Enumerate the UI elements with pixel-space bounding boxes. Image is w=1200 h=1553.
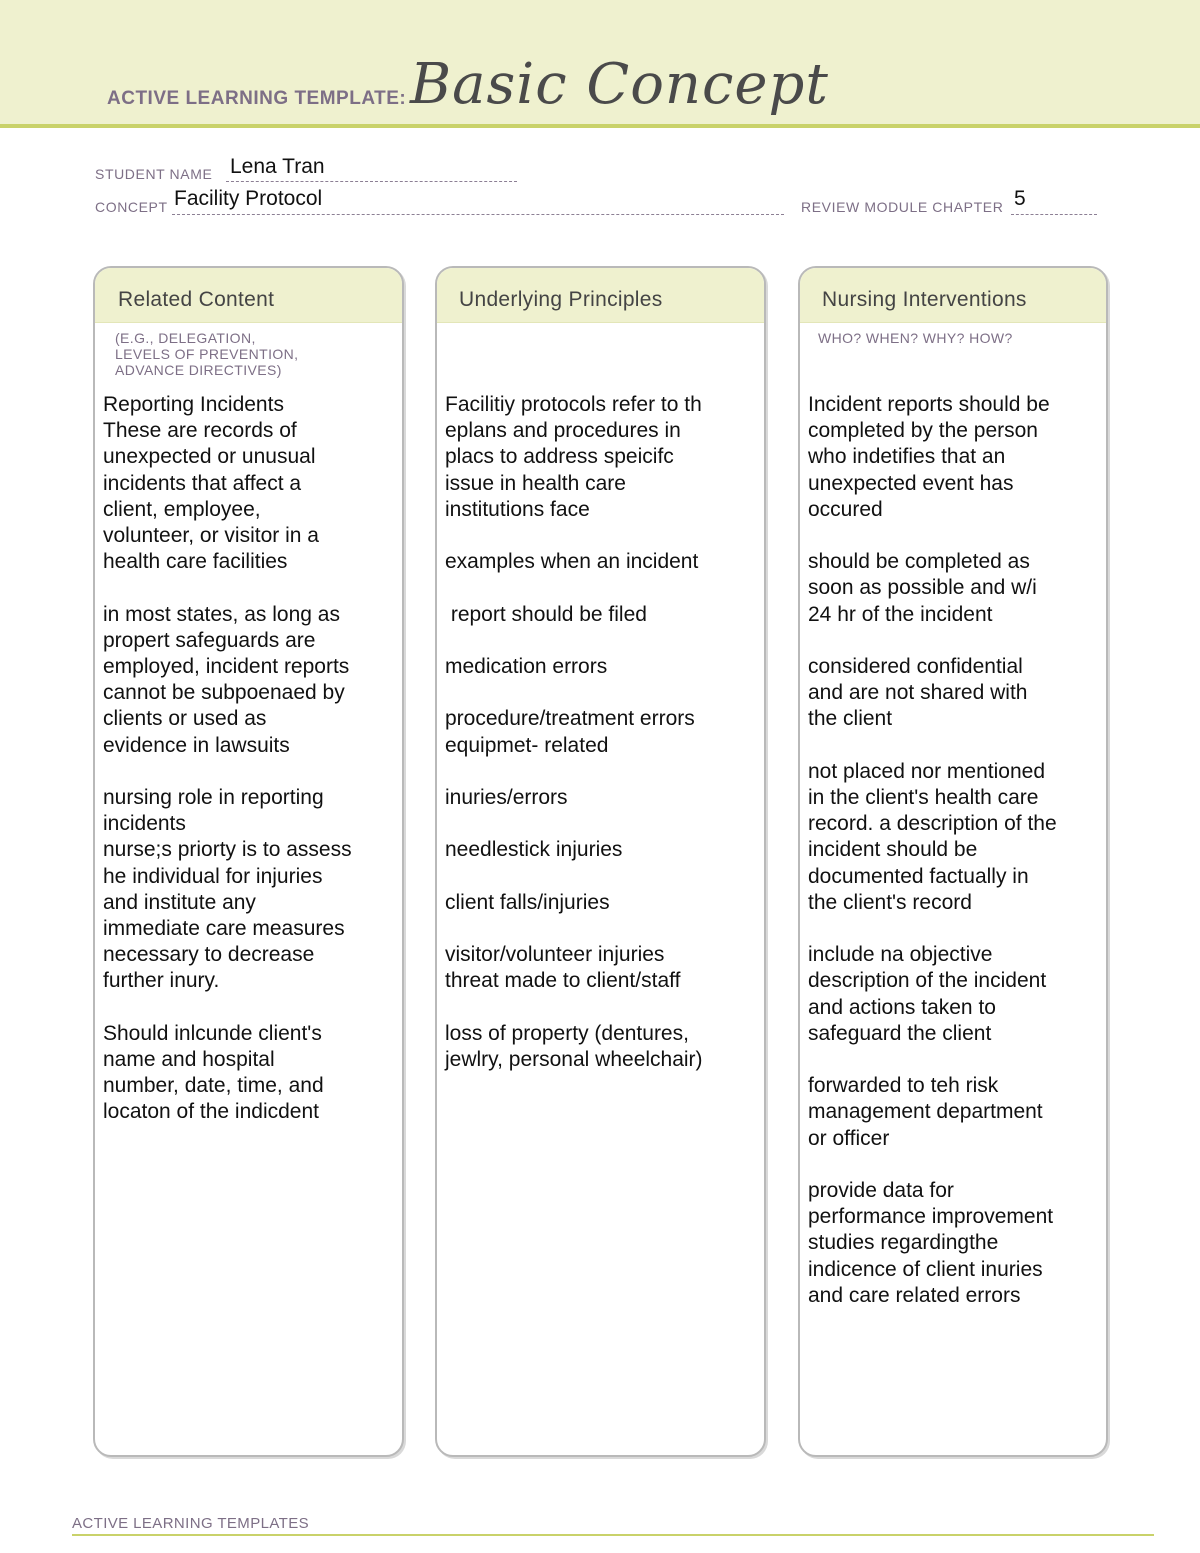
related-content-body[interactable] [103, 392, 399, 1152]
text-line: needlestick injuries [445, 838, 623, 862]
text-line: in most states, as long as [103, 602, 340, 626]
text-line: jewlry, personal wheelchair) [445, 1047, 703, 1071]
text-line: nursing role in reporting [103, 786, 324, 810]
text-line: 24 hr of the incident [808, 602, 993, 626]
text-line: Facilitiy protocols refer to th [445, 393, 702, 416]
text-line: the client's record [808, 890, 972, 914]
text-line: client, employee, [103, 497, 261, 521]
paragraph [445, 706, 761, 758]
text-line: procedure/treatment errors [445, 707, 695, 731]
paragraph [445, 942, 761, 994]
text-line: not placed nor mentioned [808, 759, 1045, 783]
template-title: Basic Concept [410, 52, 829, 117]
text-line: include na objective [808, 943, 993, 967]
subtitle-line: WHO? WHEN? WHY? HOW? [818, 330, 1013, 346]
text-line: and care related errors [808, 1283, 1021, 1307]
text-line: incidents that affect a [103, 471, 302, 495]
paragraph [445, 549, 761, 575]
text-line: indicence of client inuries [808, 1257, 1043, 1281]
underlying-principles-body[interactable] [445, 392, 761, 1099]
chapter-label: REVIEW MODULE CHAPTER [801, 199, 1004, 215]
paragraph [808, 549, 1104, 628]
text-line: issue in health care [445, 471, 626, 495]
nursing-interventions-subtitle [818, 330, 1013, 346]
text-line: inuries/errors [445, 785, 568, 809]
underlying-principles-title: Underlying Principles [459, 288, 663, 311]
paragraph [808, 654, 1104, 733]
text-line: health care facilities [103, 550, 288, 574]
paragraph [103, 785, 399, 995]
text-line: report should be filed [445, 602, 647, 626]
paragraph [103, 602, 399, 759]
paragraph [445, 392, 761, 523]
text-line: threat made to client/staff [445, 969, 681, 993]
text-line: or officer [808, 1126, 890, 1150]
text-line: unexpected or unusual [103, 445, 316, 469]
concept-label: CONCEPT [95, 199, 168, 215]
text-line: further inury. [103, 969, 220, 993]
text-line: placs to address speicifc [445, 445, 674, 469]
text-line: occured [808, 497, 883, 521]
header-rule [0, 124, 1200, 128]
text-line: in the client's health care [808, 786, 1039, 809]
text-line: and actions taken to [808, 995, 996, 1019]
text-line: volunteer, or visitor in a [103, 524, 319, 548]
paragraph [445, 890, 761, 916]
related-content-subtitle [115, 330, 298, 378]
text-line: equipmet- related [445, 733, 609, 757]
subtitle-line: (E.G., DELEGATION, [115, 330, 256, 346]
text-line: number, date, time, and [103, 1074, 324, 1098]
text-line: provide data for [808, 1179, 954, 1202]
text-line: considered confidential [808, 655, 1023, 678]
underlying-principles-card [435, 266, 766, 1457]
text-line: nurse;s priorty is to assess [103, 838, 352, 862]
text-line: management department [808, 1100, 1043, 1124]
text-line: institutions face [445, 497, 590, 521]
paragraph [808, 759, 1104, 916]
subtitle-line: ADVANCE DIRECTIVES) [115, 362, 282, 378]
text-line: completed by the person [808, 419, 1038, 443]
text-line: incidents [103, 812, 186, 836]
text-line: immediate care measures [103, 917, 345, 941]
text-line: the client [808, 707, 893, 731]
nursing-interventions-body[interactable] [808, 392, 1104, 1335]
text-line: Should inlcunde client's [103, 1021, 322, 1045]
text-line: and institute any [103, 890, 256, 914]
text-line: locaton of the indicdent [103, 1100, 319, 1124]
related-content-card [93, 266, 404, 1457]
text-line: cannot be subpoenaed by [103, 681, 345, 705]
text-line: visitor/volunteer injuries [445, 943, 665, 967]
nursing-interventions-card [798, 266, 1108, 1457]
text-line: soon as possible and w/i [808, 576, 1037, 600]
text-line: loss of property (dentures, [445, 1021, 689, 1045]
text-line: should be completed as [808, 550, 1030, 574]
text-line: propert safeguards are [103, 628, 316, 652]
text-line: clients or used as [103, 707, 267, 731]
text-line: name and hospital [103, 1048, 275, 1072]
text-line: unexpected event has [808, 471, 1014, 495]
paragraph [445, 654, 761, 680]
text-line: examples when an incident [445, 550, 699, 574]
text-line: necessary to decrease [103, 943, 315, 967]
text-line: Incident reports should be [808, 393, 1050, 416]
paragraph [445, 785, 761, 811]
paragraph [103, 392, 399, 575]
text-line: record. a description of the [808, 812, 1057, 836]
text-line: eplans and procedures in [445, 419, 681, 443]
nursing-interventions-title: Nursing Interventions [822, 288, 1027, 311]
paragraph [103, 1021, 399, 1126]
text-line: medication errors [445, 654, 608, 678]
text-line: Reporting Incidents [103, 393, 284, 416]
related-content-title: Related Content [118, 288, 275, 311]
text-line: performance improvement [808, 1205, 1054, 1229]
concept-value[interactable]: Facility Protocol [174, 187, 323, 210]
text-line: who indetifies that an [808, 445, 1006, 469]
student-name-value[interactable]: Lena Tran [230, 155, 325, 178]
text-line: client falls/injuries [445, 890, 610, 914]
paragraph [445, 602, 761, 628]
text-line: employed, incident reports [103, 655, 350, 679]
template-label: ACTIVE LEARNING TEMPLATE: [107, 88, 407, 109]
paragraph [445, 1021, 761, 1073]
paragraph [808, 392, 1104, 523]
text-line: evidence in lawsuits [103, 733, 290, 757]
text-line: safeguard the client [808, 1021, 992, 1045]
paragraph [808, 1073, 1104, 1152]
text-line: forwarded to teh risk [808, 1074, 999, 1098]
text-line: description of the incident [808, 969, 1047, 993]
footer-label: ACTIVE LEARNING TEMPLATES [72, 1515, 309, 1532]
text-line: and are not shared with [808, 681, 1028, 705]
paragraph [808, 1178, 1104, 1309]
text-line: he individual for injuries [103, 864, 323, 888]
student-name-label: STUDENT NAME [95, 166, 213, 182]
footer-rule [72, 1534, 1154, 1536]
paragraph [445, 837, 761, 863]
text-line: studies regardingthe [808, 1231, 999, 1255]
subtitle-line: LEVELS OF PREVENTION, [115, 346, 299, 362]
text-line: These are records of [103, 419, 297, 443]
chapter-value[interactable]: 5 [1014, 187, 1026, 210]
text-line: incident should be [808, 838, 978, 862]
paragraph [808, 942, 1104, 1047]
text-line: documented factually in [808, 864, 1029, 888]
